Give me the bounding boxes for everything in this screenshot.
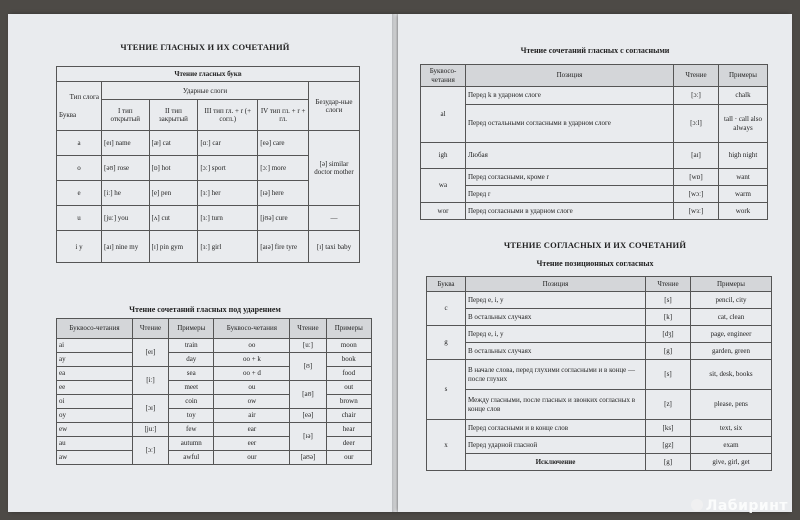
combo-example: brown: [326, 395, 371, 409]
table-row: [427, 326, 772, 343]
right-subtitle-combos: Чтение сочетаний гласных с согласными: [520, 46, 670, 55]
combo-reading: [eɪ]: [132, 339, 168, 367]
letter-header: Буква: [59, 111, 77, 120]
vowel-cell: [ɪə] here: [258, 181, 309, 206]
combos-cons-header: Буквосо-четания: [421, 65, 466, 87]
combo-letters: ou: [214, 381, 290, 395]
combo-letters: oo + d: [214, 367, 290, 381]
combo-example: book: [326, 353, 371, 367]
type-1-header: I тип открытый: [102, 100, 150, 131]
consonant-reading: [s]: [646, 360, 691, 390]
vowel-cell: [ɔː] sport: [198, 156, 258, 181]
combo-examples: warm: [719, 186, 768, 203]
vowel-consonant-combos-table: [420, 64, 768, 220]
vowel-cell: [ɜː] turn: [198, 206, 258, 231]
combo-examples: chalk: [719, 87, 768, 105]
combo-reading: [ɔːl]: [674, 105, 719, 143]
consonant-examples: exam: [691, 437, 772, 454]
combo-position: Перед остальными согласными в ударном слоге: [466, 105, 674, 143]
combo-examples: want: [719, 169, 768, 186]
unstressed-cell: [ɪ] taxi baby: [309, 231, 360, 263]
combo-letters: air: [214, 409, 290, 423]
combo-reading: [ɔː]: [132, 437, 168, 465]
combos-header: Примеры: [326, 319, 371, 339]
vowel-cell: [æ] cat: [149, 131, 198, 156]
consonant-reading: [dʒ]: [646, 326, 691, 343]
combo-examples: work: [719, 203, 768, 220]
consonant-letter: g: [427, 326, 466, 360]
table-row: [427, 454, 772, 471]
consonant-examples: sit, desk, books: [691, 360, 772, 390]
consonant-examples: cat, clean: [691, 309, 772, 326]
consonant-examples: pencil, city: [691, 292, 772, 309]
vowel-cell: [ɔː] more: [258, 156, 309, 181]
combo-letters: ai: [57, 339, 133, 353]
vowels-table-subtitle: Чтение гласных букв: [57, 67, 360, 82]
table-row: [57, 231, 360, 263]
combo-reading: [aʊ]: [290, 381, 326, 409]
combo-reading: [wɒ]: [674, 169, 719, 186]
combo-letters: oy: [57, 409, 133, 423]
combo-reading: [juː]: [132, 423, 168, 437]
consonant-examples: give, girl, get: [691, 454, 772, 471]
consonant-position: Перед e, i, y: [466, 326, 646, 343]
combo-position: Перед согласными в ударном слоге: [466, 203, 674, 220]
combo-letters: al: [421, 87, 466, 143]
combo-reading: [ɪə]: [290, 423, 326, 451]
consonant-letter: c: [427, 292, 466, 326]
table-row: [427, 343, 772, 360]
combo-letters: oi: [57, 395, 133, 409]
combos-subtitle: Чтение сочетаний гласных под ударением: [129, 305, 281, 314]
consonant-examples: page, engineer: [691, 326, 772, 343]
unstressed-header: Безудар-ные слоги: [309, 82, 360, 131]
consonant-position: Перед ударной гласной: [466, 437, 646, 454]
vowel-letter: u: [57, 206, 102, 231]
unstressed-cell: —: [309, 206, 360, 231]
consonant-position: В остальных случаях: [466, 309, 646, 326]
combo-example: sea: [169, 367, 214, 381]
consonant-examples: text, six: [691, 420, 772, 437]
combo-position: Перед согласными, кроме r: [466, 169, 674, 186]
vowel-cell: [ɜː] girl: [198, 231, 258, 263]
vowel-cell: [ɜː] her: [198, 181, 258, 206]
vowel-letter: a: [57, 131, 102, 156]
vowel-combos-table: [56, 318, 372, 465]
combo-letters: aw: [57, 451, 133, 465]
combos-cons-header: Позиция: [466, 65, 674, 87]
consonants-title: ЧТЕНИЕ СОГЛАСНЫХ И ИХ СОЧЕТАНИЙ: [503, 240, 687, 250]
table-row: [421, 186, 768, 203]
table-row: [421, 87, 768, 105]
combo-example: meet: [169, 381, 214, 395]
combo-example: few: [169, 423, 214, 437]
consonant-reading: [ks]: [646, 420, 691, 437]
combo-letters: our: [214, 451, 290, 465]
vowel-cell: [ʌ] cut: [149, 206, 198, 231]
combo-reading: [uː]: [290, 339, 326, 353]
table-row: [427, 360, 772, 390]
consonant-position: В остальных случаях: [466, 343, 646, 360]
combo-examples: high night: [719, 143, 768, 169]
combos-header: Примеры: [169, 319, 214, 339]
combos-cons-header: Чтение: [674, 65, 719, 87]
combo-letters: oo: [214, 339, 290, 353]
combo-reading: [aʊə]: [290, 451, 326, 465]
consonant-examples: please, pens: [691, 390, 772, 420]
combo-examples: tall · call also always: [719, 105, 768, 143]
consonant-reading: [g]: [646, 343, 691, 360]
combo-letters: wor: [421, 203, 466, 220]
combo-example: train: [169, 339, 214, 353]
vowel-cell: [aɪə] fire tyre: [258, 231, 309, 263]
combos-header: Чтение: [132, 319, 168, 339]
unstressed-cell: [ə] similar doctor mother: [309, 131, 360, 206]
consonant-letter: x: [427, 420, 466, 471]
type-4-header: IV тип гл. + r + гл.: [258, 100, 309, 131]
type-2-header: II тип закрытый: [149, 100, 198, 131]
table-row: [57, 339, 372, 353]
vowel-letter: i y: [57, 231, 102, 263]
table-row: [421, 105, 768, 143]
combo-reading: [ɔː]: [674, 87, 719, 105]
table-row: [421, 143, 768, 169]
table-row: [427, 292, 772, 309]
table-row: [57, 451, 372, 465]
table-row: [57, 206, 360, 231]
consonant-letter: s: [427, 360, 466, 420]
combo-reading: [ʊ]: [290, 353, 326, 381]
combo-letters: ea: [57, 367, 133, 381]
combos-header: Чтение: [290, 319, 326, 339]
consonant-position: Между гласными, после гласных и звонких согласных в конце слов: [466, 390, 646, 420]
vowel-cell: [eə] care: [258, 131, 309, 156]
type-3-header: III тип гл. + r (+ согл.): [198, 100, 258, 131]
positional-subtitle: Чтение позиционных согласных: [536, 259, 654, 268]
combo-example: deer: [326, 437, 371, 451]
combo-position: Любая: [466, 143, 674, 169]
table-row: [427, 390, 772, 420]
combo-example: moon: [326, 339, 371, 353]
type-letter-header: [57, 82, 102, 131]
combo-letters: ay: [57, 353, 133, 367]
stressed-header: Ударные слоги: [102, 82, 309, 100]
vowel-letter: o: [57, 156, 102, 181]
combo-letters: igh: [421, 143, 466, 169]
combo-letters: ee: [57, 381, 133, 395]
table-row: [427, 420, 772, 437]
combo-example: food: [326, 367, 371, 381]
consonant-reading: [g]: [646, 454, 691, 471]
vowel-cell: [iː] he: [102, 181, 150, 206]
positional-header: Примеры: [691, 277, 772, 292]
type-header: Тип слога: [69, 93, 99, 101]
table-row: [421, 203, 768, 220]
watermark-text: Лабиринт: [705, 498, 788, 514]
consonant-position: Перед согласными и в конце слов: [466, 420, 646, 437]
combo-reading: [wɔː]: [674, 186, 719, 203]
vowel-cell: [e] pen: [149, 181, 198, 206]
combo-example: awful: [169, 451, 214, 465]
consonant-reading: [s]: [646, 292, 691, 309]
combo-position: Перед r: [466, 186, 674, 203]
combo-example: chair: [326, 409, 371, 423]
positional-header: Чтение: [646, 277, 691, 292]
combo-letters: ew: [57, 423, 133, 437]
combo-reading: [iː]: [132, 367, 168, 395]
vowel-cell: [jʊə] cure: [258, 206, 309, 231]
consonant-examples: garden, green: [691, 343, 772, 360]
consonant-reading: [gz]: [646, 437, 691, 454]
combo-letters: ear: [214, 423, 290, 437]
combo-example: autumn: [169, 437, 214, 451]
table-row: [427, 309, 772, 326]
consonant-position: Перед e, i, y: [466, 292, 646, 309]
combo-reading: [aɪ]: [674, 143, 719, 169]
vowel-cell: [ɪ] pin gym: [149, 231, 198, 263]
consonant-reading: [z]: [646, 390, 691, 420]
combo-example: coin: [169, 395, 214, 409]
combo-letters: oo + k: [214, 353, 290, 367]
combos-header: Буквосо-четания: [214, 319, 290, 339]
combo-example: toy: [169, 409, 214, 423]
vowel-letter: e: [57, 181, 102, 206]
combo-reading: [wɜː]: [674, 203, 719, 220]
vowel-cell: [əʊ] rose: [102, 156, 150, 181]
combo-position: Перед k в ударном слоге: [466, 87, 674, 105]
combo-example: our: [326, 451, 371, 465]
table-row: [57, 353, 372, 367]
vowels-table: [56, 66, 360, 263]
combo-letters: wa: [421, 169, 466, 203]
consonant-reading: [k]: [646, 309, 691, 326]
vowel-cell: [eɪ] name: [102, 131, 150, 156]
combo-example: hear: [326, 423, 371, 437]
labyrinth-logo-icon: [691, 499, 703, 511]
combos-header: Буквосо-четания: [57, 319, 133, 339]
table-row: [57, 409, 372, 423]
combo-example: out: [326, 381, 371, 395]
table-row: [57, 423, 372, 437]
table-row: [421, 169, 768, 186]
positional-header: Позиция: [466, 277, 646, 292]
combo-letters: ow: [214, 395, 290, 409]
combo-reading: [ɔɪ]: [132, 395, 168, 423]
table-row: [427, 437, 772, 454]
vowel-cell: [ɒ] hot: [149, 156, 198, 181]
combos-cons-header: Примеры: [719, 65, 768, 87]
vowel-cell: [juː] you: [102, 206, 150, 231]
combo-reading: [eə]: [290, 409, 326, 423]
vowel-cell: [aɪ] nine my: [102, 231, 150, 263]
consonant-position: В начале слова, перед глухими согласными и в конце — после глухих: [466, 360, 646, 390]
watermark: [691, 498, 788, 514]
vowel-cell: [ɑː] car: [198, 131, 258, 156]
left-page-title: ЧТЕНИЕ ГЛАСНЫХ И ИХ СОЧЕТАНИЙ: [120, 42, 290, 52]
combo-example: day: [169, 353, 214, 367]
combo-letters: au: [57, 437, 133, 451]
positional-header: Буква: [427, 277, 466, 292]
positional-consonants-table: [426, 276, 772, 471]
table-row: [57, 131, 360, 156]
table-row: [57, 381, 372, 395]
consonant-position-exception: Исключение: [466, 454, 646, 471]
combo-letters: eer: [214, 437, 290, 451]
